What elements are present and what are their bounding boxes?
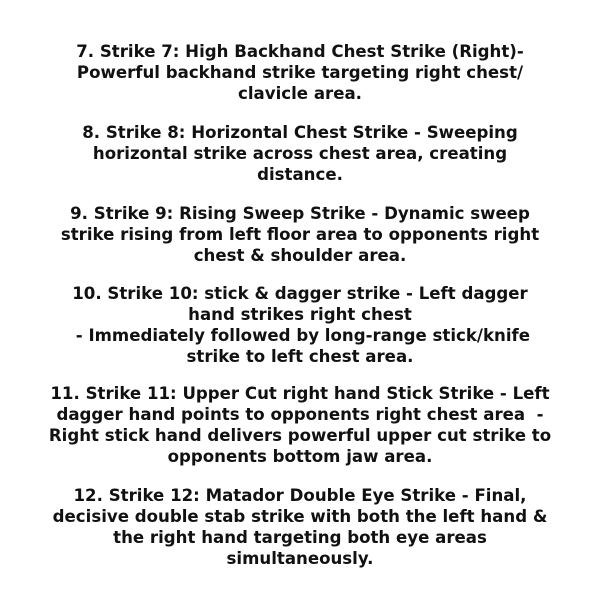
strike-10-item — [28, 283, 572, 367]
strike-7-item — [28, 41, 572, 104]
strike-12-item — [28, 485, 572, 569]
strike-9-line-2: strike rising from left floor area to opponents right — [60, 225, 540, 244]
strike-11-line-4: opponents bottom jaw area. — [167, 447, 433, 466]
strike-8-line-2: horizontal strike across chest area, creating — [92, 144, 508, 163]
strike-11-line-3: Right stick hand delivers powerful upper cut strike to — [48, 426, 552, 445]
strike-12-line-2: decisive double stab strike with both the left hand & — [52, 507, 548, 526]
strike-10-line-1: 10. Strike 10: stick & dagger strike - Left dagger — [72, 284, 528, 303]
strike-9-line-3: chest & shoulder area. — [193, 246, 407, 265]
strike-11-item — [28, 383, 572, 467]
strike-7-line-2: Powerful backhand strike targeting right chest/ — [76, 63, 524, 82]
strike-9-line-1: 9. Strike 9: Rising Sweep Strike - Dynamic sweep — [70, 204, 530, 223]
strike-11-line-1: 11. Strike 11: Upper Cut right hand Stick Strike - Left — [50, 384, 550, 403]
strike-10-line-4: strike to left chest area. — [186, 347, 414, 366]
strike-10-line-3: - Immediately followed by long-range stick/knife — [70, 326, 530, 345]
strike-7-line-3: clavicle area. — [238, 84, 362, 103]
strike-8-item — [28, 122, 572, 185]
strike-11-line-2: dagger hand points to opponents right chest area - — [56, 405, 544, 424]
strike-12-line-3: the right hand targeting both eye areas — [113, 528, 487, 547]
strike-9-item — [28, 203, 572, 266]
strike-12-line-4: simultaneously. — [226, 549, 374, 568]
strike-8-line-3: distance. — [257, 165, 343, 184]
strike-8-line-1: 8. Strike 8: Horizontal Chest Strike - Sweeping — [82, 123, 518, 142]
strike-7-line-1: 7. Strike 7: High Backhand Chest Strike (Right)- — [76, 42, 524, 61]
strike-12-line-1: 12. Strike 12: Matador Double Eye Strike - Final, — [73, 486, 527, 505]
strike-10-line-2: hand strikes right chest — [188, 305, 412, 324]
